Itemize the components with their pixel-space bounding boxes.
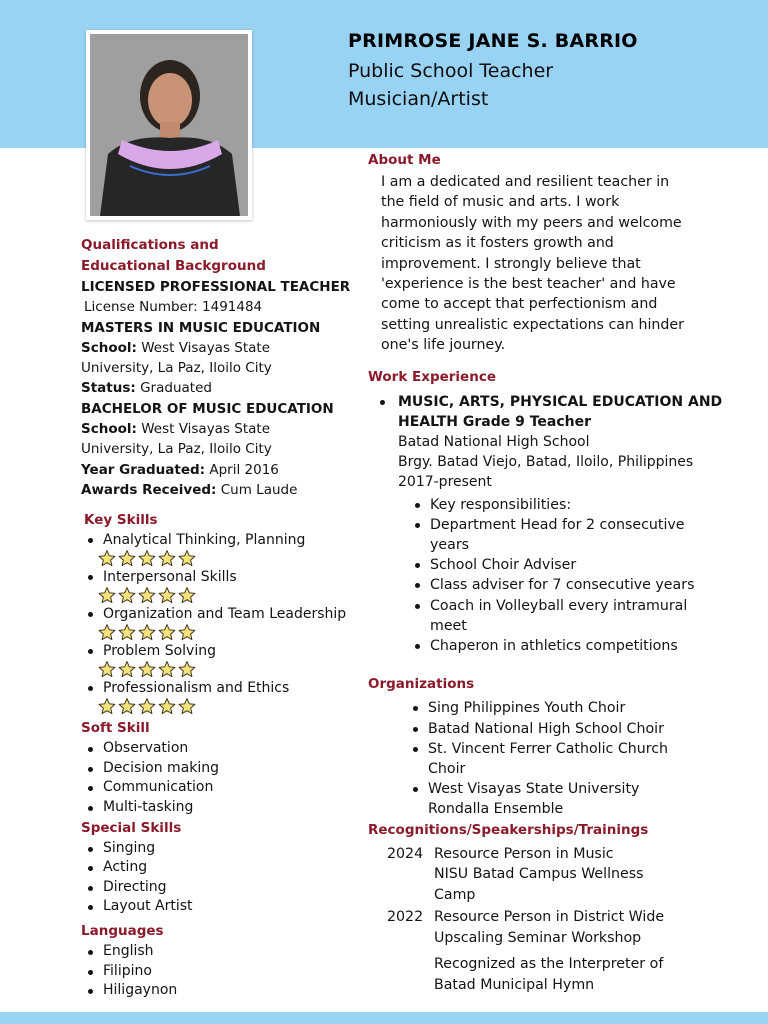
- star-icon: [117, 549, 137, 568]
- list-item: Sing Philippines Youth Choir: [368, 698, 738, 718]
- recognition-year: 2022: [387, 909, 424, 926]
- list-item: Layout Artist: [81, 897, 371, 917]
- right-column: [368, 150, 738, 996]
- list-item: Communication: [81, 778, 371, 798]
- star-icon: [137, 660, 157, 679]
- recognition-year: 2024: [387, 845, 424, 862]
- list-item: Decision making: [81, 759, 371, 779]
- star-rating: [97, 623, 371, 642]
- list-item: Hiligaynon: [81, 981, 371, 1001]
- languages-list: [81, 942, 371, 1001]
- full-name: PRIMROSE JANE S. BARRIO: [348, 30, 638, 52]
- star-icon: [117, 697, 137, 716]
- list-item: Directing: [81, 878, 371, 898]
- recognitions-heading: Recognitions/Speakerships/Trainings: [368, 821, 649, 838]
- star-icon: [97, 697, 117, 716]
- star-icon: [157, 549, 177, 568]
- skill-item: Problem Solving: [81, 642, 371, 679]
- work-experience-heading: Work Experience: [368, 368, 496, 385]
- star-rating: [97, 549, 371, 568]
- star-icon: [117, 623, 137, 642]
- special-skills-list: [81, 839, 371, 917]
- list-item: Department Head for 2 consecutive years: [368, 515, 738, 555]
- key-skills-list: [81, 531, 371, 716]
- list-item: School Choir Adviser: [368, 555, 738, 575]
- star-rating: [97, 660, 371, 679]
- list-item: Class adviser for 7 consecutive years: [368, 575, 738, 595]
- masters-school-cont: University, La Paz, Iloilo City: [81, 360, 272, 377]
- list-item: Coach in Volleyball every intramural meet: [368, 596, 738, 636]
- work-period: 2017-present: [398, 474, 492, 491]
- skill-item: Organization and Team Leadership: [81, 605, 371, 642]
- responsibilities-list: [368, 495, 738, 657]
- bachelor-school: School: West Visayas State: [81, 421, 271, 438]
- list-item: Filipino: [81, 962, 371, 982]
- work-list: [368, 392, 738, 432]
- star-rating: [97, 586, 371, 605]
- star-icon: [177, 586, 197, 605]
- list-item: English: [81, 942, 371, 962]
- star-icon: [117, 586, 137, 605]
- work-address: Brgy. Batad Viejo, Batad, Iloilo, Philippines: [398, 454, 694, 471]
- skill-item: Interpersonal Skills: [81, 568, 371, 605]
- left-column: [81, 235, 371, 1001]
- awards-received: Awards Received: Cum Laude: [81, 481, 298, 498]
- masters-school: School: West Visayas State: [81, 339, 271, 356]
- star-icon: [157, 697, 177, 716]
- star-icon: [137, 697, 157, 716]
- list-item: Chaperon in athletics competitions: [368, 636, 738, 656]
- key-skills-heading: Key Skills: [84, 512, 158, 529]
- lpt-title: LICENSED PROFESSIONAL TEACHER: [81, 279, 351, 295]
- star-icon: [97, 660, 117, 679]
- star-icon: [177, 623, 197, 642]
- organizations-list: [368, 698, 738, 819]
- recognitions-list: [368, 844, 738, 996]
- organizations-heading: Organizations: [368, 676, 475, 693]
- list-item: Acting: [81, 858, 371, 878]
- list-item: West Visayas State University Rondalla Ensemble: [368, 779, 738, 819]
- star-rating: [97, 697, 371, 716]
- recognition-item: 2024 Resource Person in Music NISU Batad Campus Wellness Camp: [368, 844, 738, 906]
- footer-band: [0, 1012, 768, 1024]
- recognition-year: [368, 954, 434, 995]
- list-item: Multi-tasking: [81, 798, 371, 818]
- masters-status: Status: Graduated: [81, 380, 212, 397]
- list-item: Observation: [81, 739, 371, 759]
- list-item: Batad National High School Choir: [368, 719, 738, 739]
- star-icon: [177, 549, 197, 568]
- star-icon: [137, 549, 157, 568]
- star-icon: [157, 623, 177, 642]
- star-icon: [137, 586, 157, 605]
- bachelor-school-cont: University, La Paz, Iloilo City: [81, 441, 272, 458]
- soft-skill-heading: Soft Skill: [81, 720, 150, 737]
- star-icon: [177, 660, 197, 679]
- star-icon: [97, 623, 117, 642]
- work-school: Batad National High School: [398, 434, 590, 451]
- artist-title: Musician/Artist: [348, 88, 489, 110]
- bachelor-title: BACHELOR OF MUSIC EDUCATION: [81, 400, 334, 417]
- job-title-item: MUSIC, ARTS, PHYSICAL EDUCATION AND HEALTH Grade 9 Teacher: [368, 392, 738, 432]
- languages-heading: Languages: [81, 923, 164, 940]
- job-title: Public School Teacher: [348, 60, 554, 82]
- recognition-item: 2022 Resource Person in District Wide Upscaling Seminar Workshop: [368, 907, 738, 948]
- license-number: License Number: 1491484: [84, 299, 263, 316]
- star-icon: [117, 660, 137, 679]
- list-item: Singing: [81, 839, 371, 859]
- year-graduated: Year Graduated: April 2016: [81, 461, 279, 478]
- star-icon: [157, 586, 177, 605]
- masters-title: MASTERS IN MUSIC EDUCATION: [81, 319, 321, 336]
- star-icon: [97, 586, 117, 605]
- star-icon: [97, 549, 117, 568]
- recognition-item: Recognized as the Interpreter of Batad Municipal Hymn: [368, 954, 738, 995]
- star-icon: [157, 660, 177, 679]
- list-item: Key responsibilities:: [368, 495, 738, 515]
- about-heading: About Me: [368, 152, 441, 168]
- special-skills-heading: Special Skills: [81, 819, 182, 836]
- skill-item: Professionalism and Ethics: [81, 679, 371, 716]
- profile-photo: [86, 30, 252, 220]
- skill-item: Analytical Thinking, Planning: [81, 531, 371, 568]
- about-paragraph: I am a dedicated and resilient teacher in the field of music and arts. I work harmoniously with my peers and welcome criticism as it fosters growth and improvement. I strongly believe that 'experience is the best teacher' and have come to accept that perfectionism and setting unrealistic expectations can hinder one's life journey.: [381, 174, 684, 354]
- soft-skill-list: [81, 739, 371, 817]
- list-item: St. Vincent Ferrer Catholic Church Choir: [368, 739, 738, 779]
- qualifications-heading: Qualifications and Educational Background: [81, 237, 266, 274]
- star-icon: [137, 623, 157, 642]
- star-icon: [177, 697, 197, 716]
